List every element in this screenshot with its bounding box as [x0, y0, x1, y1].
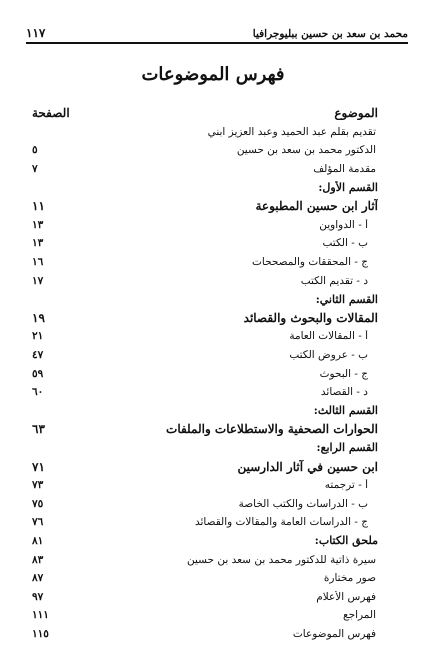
toc-entry-page: ١٣ [32, 218, 44, 231]
page-column-header: الصفحة [32, 106, 70, 121]
toc-entry [32, 234, 378, 253]
toc-entry [32, 625, 378, 644]
toc-entry [32, 290, 378, 309]
toc-entry-page: ٥٩ [32, 367, 44, 380]
toc-entry-page: ١٧ [32, 274, 44, 287]
toc-entry-title: المقالات والبحوث والقصائد [243, 310, 378, 325]
toc-entry-title: سيرة ذاتية للدكتور محمد بن سعد بن حسين [187, 553, 376, 566]
toc-entry-title: القسم الثاني: [315, 292, 378, 306]
toc-entry-title: ج - المحققات والمصححات [251, 256, 368, 269]
toc-entry-title: ملحق الكتاب: [314, 534, 378, 548]
toc-entry-title: مقدمة المؤلف [313, 163, 376, 176]
toc-entry [32, 457, 378, 476]
toc-entry-title: د - تقديم الكتب [300, 274, 368, 287]
toc-entry-page: ٤٧ [32, 349, 44, 362]
toc-entry-page: ٩٧ [32, 590, 44, 603]
toc-entry-page: ٧٣ [32, 479, 44, 492]
toc-entry-title: أ - الدواوين [319, 218, 368, 231]
toc-entry-title: أ - ترجمته [324, 479, 368, 492]
toc-entry [32, 439, 378, 458]
toc-entry [32, 327, 378, 346]
toc-entry-page: ٦٠ [32, 386, 44, 399]
toc-entry-page: ١٩ [32, 310, 45, 325]
toc-entry-page: ١٦ [32, 256, 44, 269]
toc-column-headers [32, 104, 378, 123]
toc-entry-title: صور مختارة [323, 572, 376, 585]
toc-entry [32, 160, 378, 179]
toc-entry-page: ١١٥ [32, 627, 49, 640]
toc-entry [32, 346, 378, 365]
toc-entry [32, 271, 378, 290]
toc-entry-title: ج - الدراسات العامة والمقالات والقصائد [194, 516, 368, 529]
toc-entry-title: فهرس الموضوعات [292, 627, 376, 640]
toc-entry-title: الدكتور محمد بن سعد بن حسين [236, 144, 376, 157]
toc-entry [32, 253, 378, 272]
toc-entry-title: تقديم بقلم عبد الحميد وعبد العزيز ابني [207, 125, 376, 138]
toc-entry-title: القسم الرابع: [316, 441, 378, 455]
toc-entry-page: ١١١ [32, 609, 49, 622]
toc-entry-title: د - القصائد [320, 386, 368, 399]
toc-entry-title: القسم الثالث: [313, 404, 378, 418]
toc-entry-title: آثار ابن حسين المطبوعة [255, 199, 378, 214]
toc-entry [32, 216, 378, 235]
toc-entry [32, 383, 378, 402]
toc-entry-title: فهرس الأعلام [316, 590, 376, 603]
toc-entry-page: ٨٧ [32, 572, 44, 585]
toc-entry-title: المراجع [343, 609, 376, 622]
toc-entry-page: ٧٦ [32, 516, 44, 529]
toc-entry-title: ب - الدراسات والكتب الخاصة [238, 497, 368, 510]
toc-entry-page: ٧٥ [32, 497, 44, 510]
toc-entry-page: ٨١ [32, 534, 44, 547]
toc-entry-title: ب - عروض الكتب [289, 349, 368, 362]
toc-entry [32, 494, 378, 513]
toc-entry-page: ٧١ [32, 459, 45, 474]
toc-entry [32, 309, 378, 328]
toc-entry [32, 364, 378, 383]
toc-entry [32, 550, 378, 569]
toc-entry [32, 197, 378, 216]
table-of-contents [32, 104, 378, 643]
subject-column-header: الموضوع [334, 106, 378, 121]
toc-entry [32, 513, 378, 532]
toc-entry-page: ٨٣ [32, 553, 44, 566]
toc-entry [32, 123, 378, 142]
toc-entry-title: ابن حسين في آثار الدارسين [237, 459, 378, 474]
toc-entry-title: ج - البحوث [319, 367, 368, 380]
page-number: ١١٧ [26, 26, 46, 40]
toc-entry [32, 420, 378, 439]
page-header [26, 22, 408, 44]
page-title: فهرس الموضوعات [141, 64, 285, 85]
toc-entry [32, 141, 378, 160]
running-title: محمد بن سعد بن حسين ببليوجرافيا [252, 28, 408, 40]
toc-entry-title: أ - المقالات العامة [289, 330, 368, 343]
toc-entry [32, 569, 378, 588]
toc-entry-title: القسم الأول: [318, 181, 378, 195]
toc-entry-page: ٧ [32, 163, 38, 176]
toc-entry [32, 476, 378, 495]
toc-entry-page: ٥ [32, 144, 38, 157]
toc-entry [32, 402, 378, 421]
toc-entry-page: ١١ [32, 199, 45, 214]
toc-entry-page: ٦٣ [32, 422, 45, 437]
toc-entry [32, 178, 378, 197]
toc-entry [32, 532, 378, 551]
toc-entry [32, 587, 378, 606]
toc-entry-title: ب - الكتب [322, 237, 368, 250]
toc-entry-title: الحوارات الصحفية والاستطلاعات والملفات [166, 422, 378, 437]
toc-entry-page: ٢١ [32, 330, 44, 343]
toc-entry [32, 606, 378, 625]
toc-entry-page: ١٣ [32, 237, 44, 250]
